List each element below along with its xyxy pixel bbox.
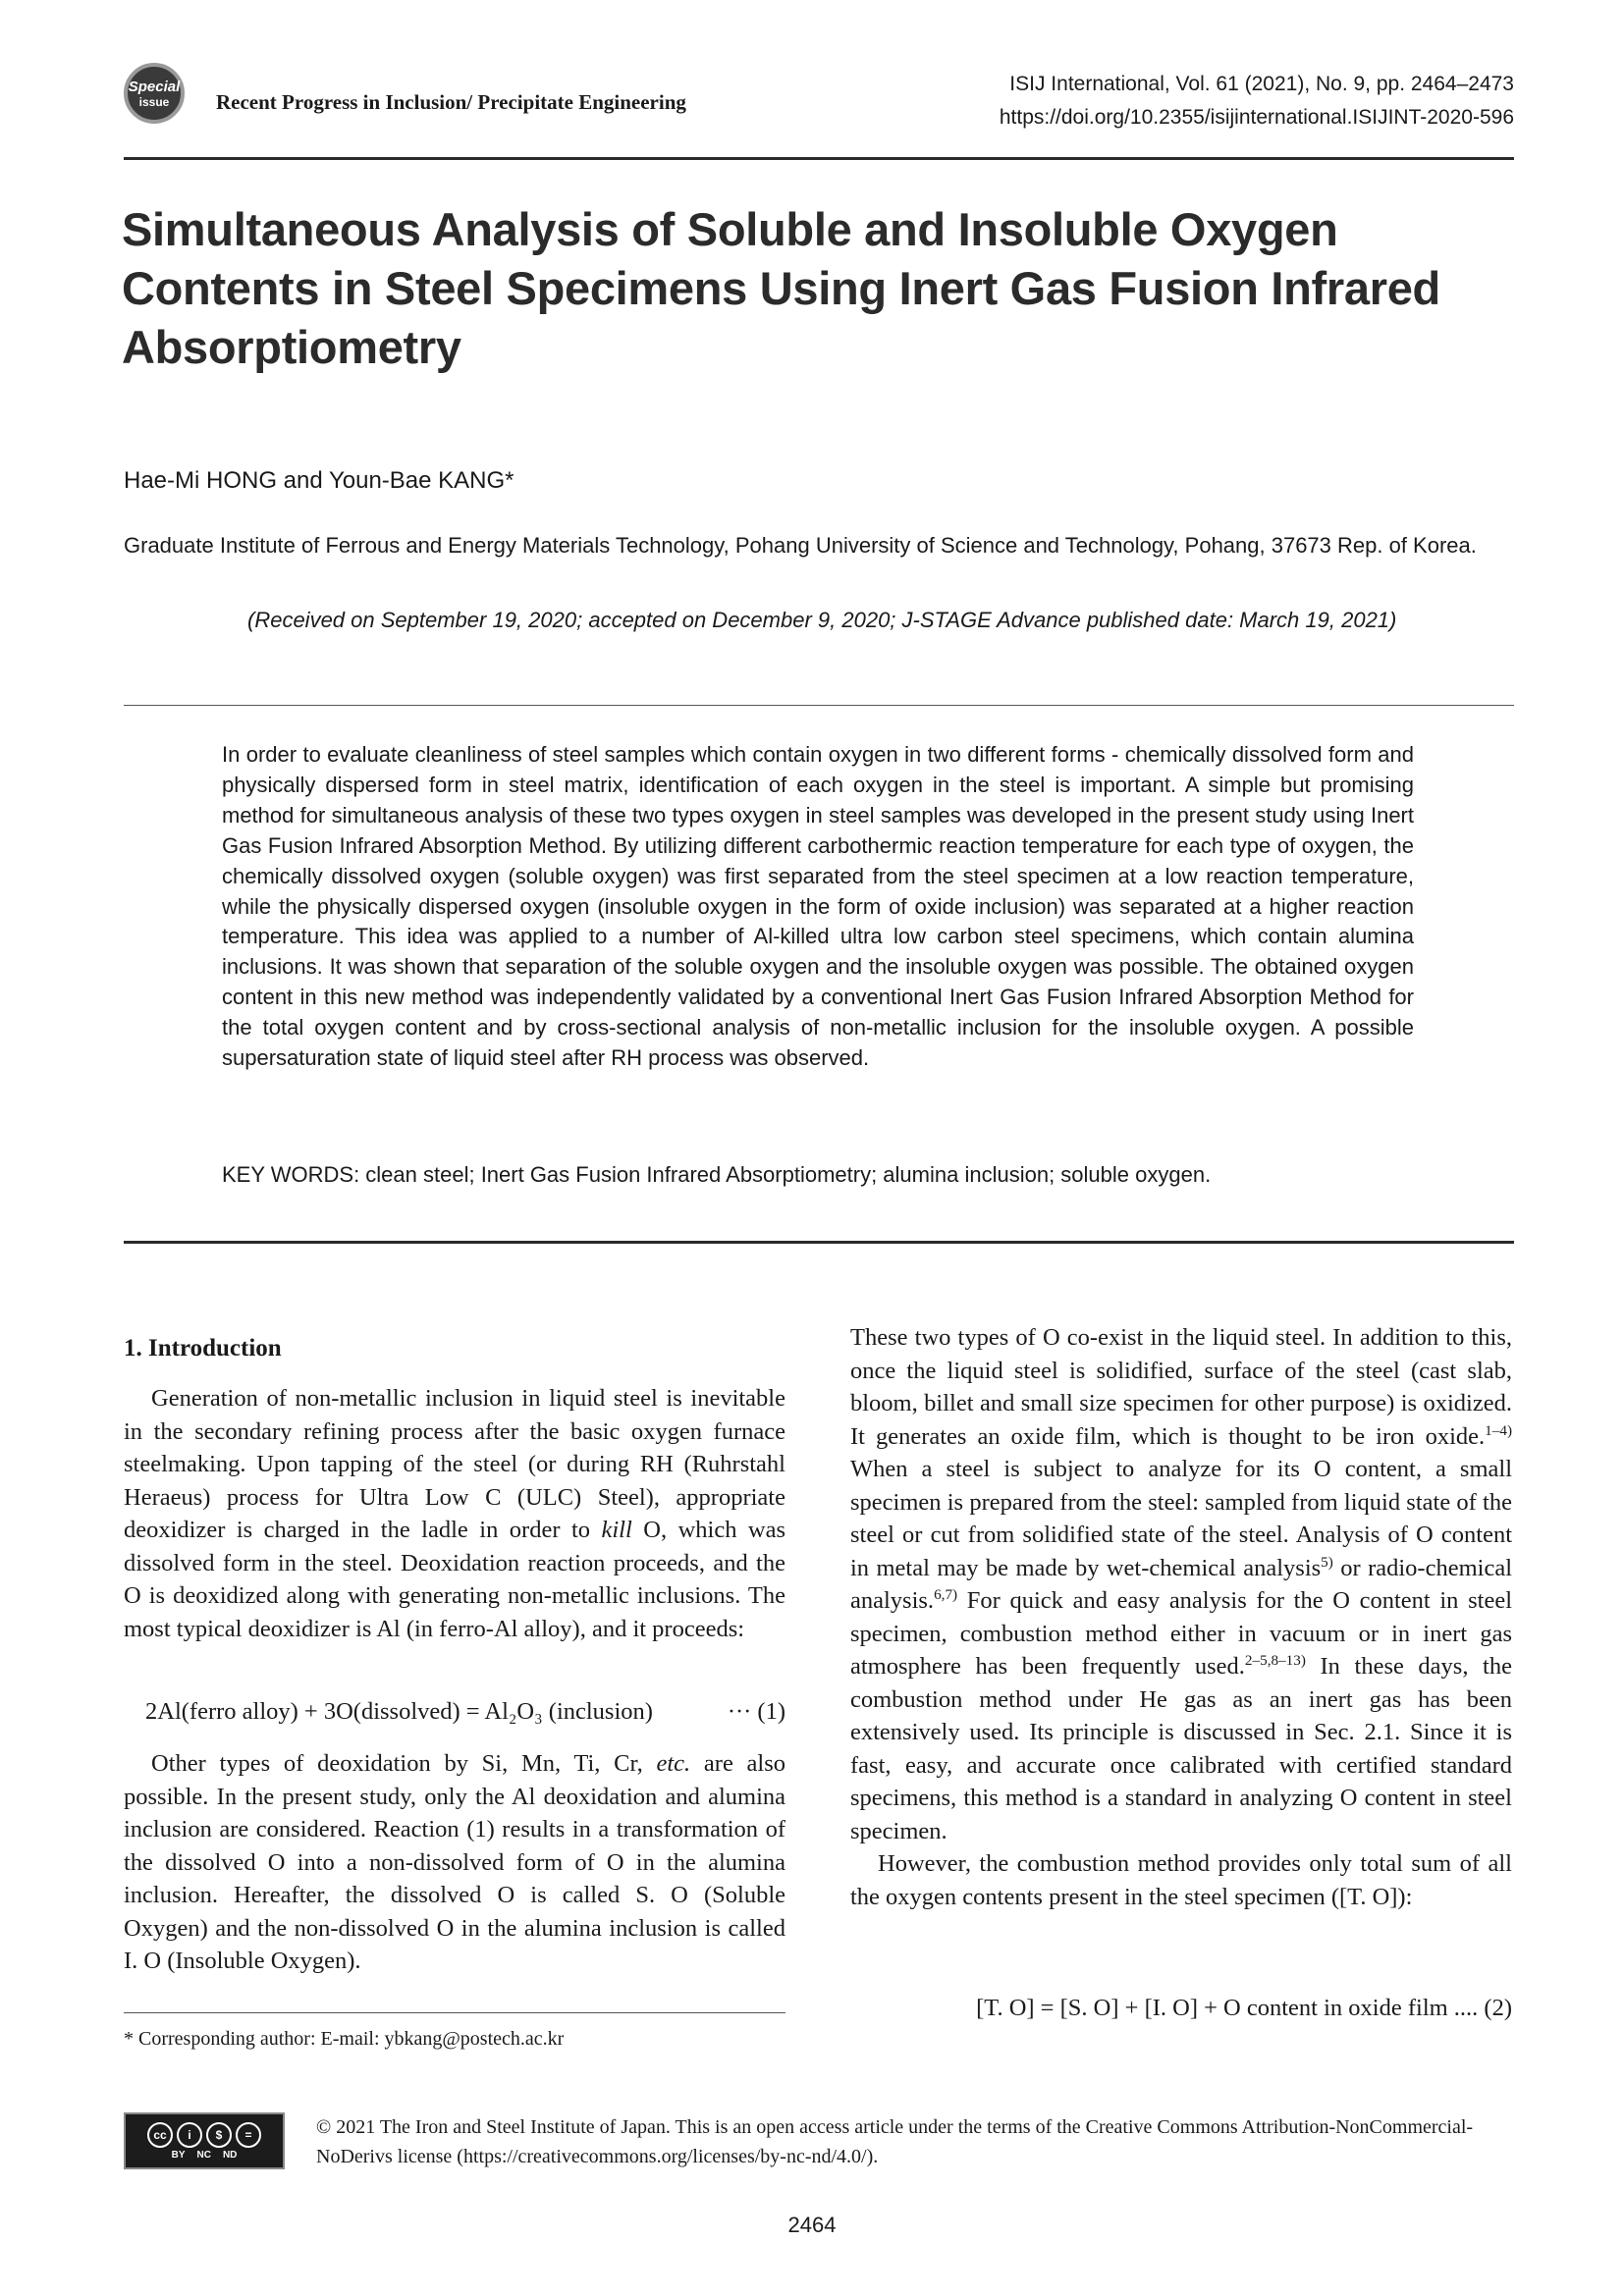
- intro-right-column: [850, 1321, 1512, 1913]
- abstract-bottom-rule: [124, 1241, 1514, 1244]
- footnote-rule: [124, 2012, 785, 2013]
- cc-label-by: BY: [171, 2149, 186, 2161]
- intro-p1-kill: kill: [601, 1517, 632, 1543]
- journal-citation: ISIJ International, Vol. 61 (2021), No. 9, pp. 2464–2473: [1009, 73, 1514, 95]
- by-icon: i: [177, 2122, 202, 2148]
- right-p1-a: These two types of O co-exist in the liquid steel. In addition to this, once the liquid steel is solidified, surface of the steel (cast slab, bloom, billet and small size specimen for other purpose) is oxidized. It generates an oxide film, which is thought to be iron oxide.: [850, 1324, 1512, 1450]
- cc-label-nd: ND: [222, 2149, 238, 2161]
- nc-icon: $: [206, 2122, 232, 2148]
- received-dates: (Received on September 19, 2020; accepted on December 9, 2020; J-STAGE Advance published date: March 19, 2021): [247, 608, 1397, 632]
- equation-2: [T. O] = [S. O] + [I. O] + O content in oxide film .... (2): [976, 1995, 1512, 2021]
- special-issue-badge: [124, 63, 185, 124]
- right-p1-e: In these days, the combustion method under He gas as an inert gas has been extensively used. Its principle is discussed in Sec. 2.1. Since it is fast, easy, and accurate once calibrated with certified standard specimens, this method is a standard in analyzing O content in steel specimen.: [850, 1653, 1512, 1844]
- badge-line1: Special: [128, 78, 181, 95]
- intro-paragraph-2: [124, 1747, 785, 1978]
- equation-1-body: 2Al(ferro alloy) + 3O(dissolved) = Al₂O₃ (inclusion): [145, 1698, 653, 1725]
- nd-icon: =: [236, 2122, 261, 2148]
- header-rule: [124, 157, 1514, 160]
- special-issue-label: Recent Progress in Inclusion/ Precipitate Engineering: [216, 90, 686, 114]
- page-number: 2464: [787, 2213, 837, 2237]
- intro-p2-etc: etc.: [656, 1750, 691, 1777]
- cc-license-badge[interactable]: [124, 2112, 285, 2169]
- right-p1-d: For quick and easy analysis for the O content in steel specimen, combustion method either in vacuum or in inert gas atmosphere has been frequently used.: [850, 1587, 1512, 1680]
- right-p1-b: When a steel is subject to analyze for its O content, a small specimen is prepared from the steel: sampled from liquid state of the steel or cut from solidified state of the steel. Analysis of O content in metal may be made by wet-chemical analysis: [850, 1456, 1512, 1581]
- corresponding-author-footnote: * Corresponding author: E-mail: ybkang@postech.ac.kr: [124, 2028, 565, 2050]
- ref-6-7[interactable]: 6,7): [934, 1585, 958, 1603]
- intro-p1-end: O, which was dissolved form in the steel. Deoxidation reaction proceeds, and the O is deoxidized along with generating non-metallic inclusions. The most typical deoxidizer is Al (in ferro-Al alloy), and it proceeds:: [124, 1517, 786, 1642]
- abstract-top-rule: [124, 705, 1514, 706]
- ref-1-4[interactable]: 1–4): [1485, 1421, 1512, 1439]
- intro-paragraph-1: [124, 1382, 785, 1645]
- cc-label-nc: NC: [196, 2149, 211, 2161]
- doi-link[interactable]: https://doi.org/10.2355/isijinternational.ISIJINT-2020-596: [999, 106, 1514, 129]
- paper-title: Simultaneous Analysis of Soluble and Insoluble Oxygen Contents in Steel Specimens Using Inert Gas Fusion Infrared Absorptiometry: [122, 203, 1440, 373]
- ref-5[interactable]: 5): [1321, 1553, 1333, 1571]
- abstract: In order to evaluate cleanliness of steel samples which contain oxygen in two different forms - chemically dissolved form and physically dispersed form in steel matrix, identification of each oxygen in the steel is important. A simple but promising method for simultaneous analysis of these two types oxygen in steel samples was developed in the present study using Inert Gas Fusion Infrared Absorption Method. By utilizing different carbothermic reaction temperature for each type of oxygen, the chemically dissolved oxygen (soluble oxygen) was first separated from the steel specimen at a low reaction temperature, while the physically dispersed oxygen (insoluble oxygen in the form of oxide inclusion) was separated at a higher reaction temperature. This idea was applied to a number of Al-killed ultra low carbon steel specimens, which contain alumina inclusions. It was shown that separation of the soluble oxygen and the insoluble oxygen was possible. The obtained oxygen content in this new method was independently validated by a conventional Inert Gas Fusion Infrared Absorption Method for the total oxygen content and by cross-sectional analysis of non-metallic inclusion for the insoluble oxygen. A possible supersaturation state of liquid steel after RH process was observed.: [222, 742, 1414, 1071]
- equation-1: [145, 1698, 785, 1726]
- equation-1-number: ··· (1): [727, 1698, 785, 1725]
- right-p1-c: or radio-chemical analysis.: [850, 1554, 1512, 1614]
- intro-p2-end: are also possible. In the present study, only the Al deoxidation and alumina inclusion are considered. Reaction (1) results in a transformation of the dissolved O into a non-dissolved form of O in the alumina inclusion. Hereafter, the dissolved O is called S. O (Soluble Oxygen) and the non-dissolved O in the alumina inclusion is called I. O (Insoluble Oxygen).: [124, 1750, 785, 1974]
- badge-line2: issue: [138, 94, 170, 109]
- right-p2: However, the combustion method provides only total sum of all the oxygen contents present in the steel specimen ([T. O]):: [850, 1850, 1512, 1910]
- ref-2-13[interactable]: 2–5,8–13): [1244, 1651, 1306, 1669]
- keywords: KEY WORDS: clean steel; Inert Gas Fusion Infrared Absorptiometry; alumina inclusion; soluble oxygen.: [222, 1162, 1212, 1187]
- authors: Hae-Mi HONG and Youn-Bae KANG*: [124, 467, 514, 494]
- intro-p2-text: Other types of deoxidation by Si, Mn, Ti, Cr,: [151, 1750, 643, 1777]
- section-heading-introduction: 1. Introduction: [124, 1335, 282, 1362]
- intro-p1-text: Generation of non-metallic inclusion in liquid steel is inevitable in the secondary refining process after the basic oxygen furnace steelmaking. Upon tapping of the steel (or during RH (Ruhrstahl Heraeus) process for Ultra Low C (ULC) Steel), appropriate deoxidizer is charged in the ladle in order to: [124, 1385, 785, 1543]
- cc-icon: cc: [147, 2122, 173, 2148]
- license-text: © 2021 The Iron and Steel Institute of Japan. This is an open access article under the terms of the Creative Commons Attribution-NonCommercial-NoDerivs license (https://creativecommons.org/licenses/by-nc-nd/4.0/).: [316, 2116, 1474, 2167]
- affiliation: Graduate Institute of Ferrous and Energy Materials Technology, Pohang University of Science and Technology, Pohang, 37673 Rep. of Korea.: [124, 533, 1477, 558]
